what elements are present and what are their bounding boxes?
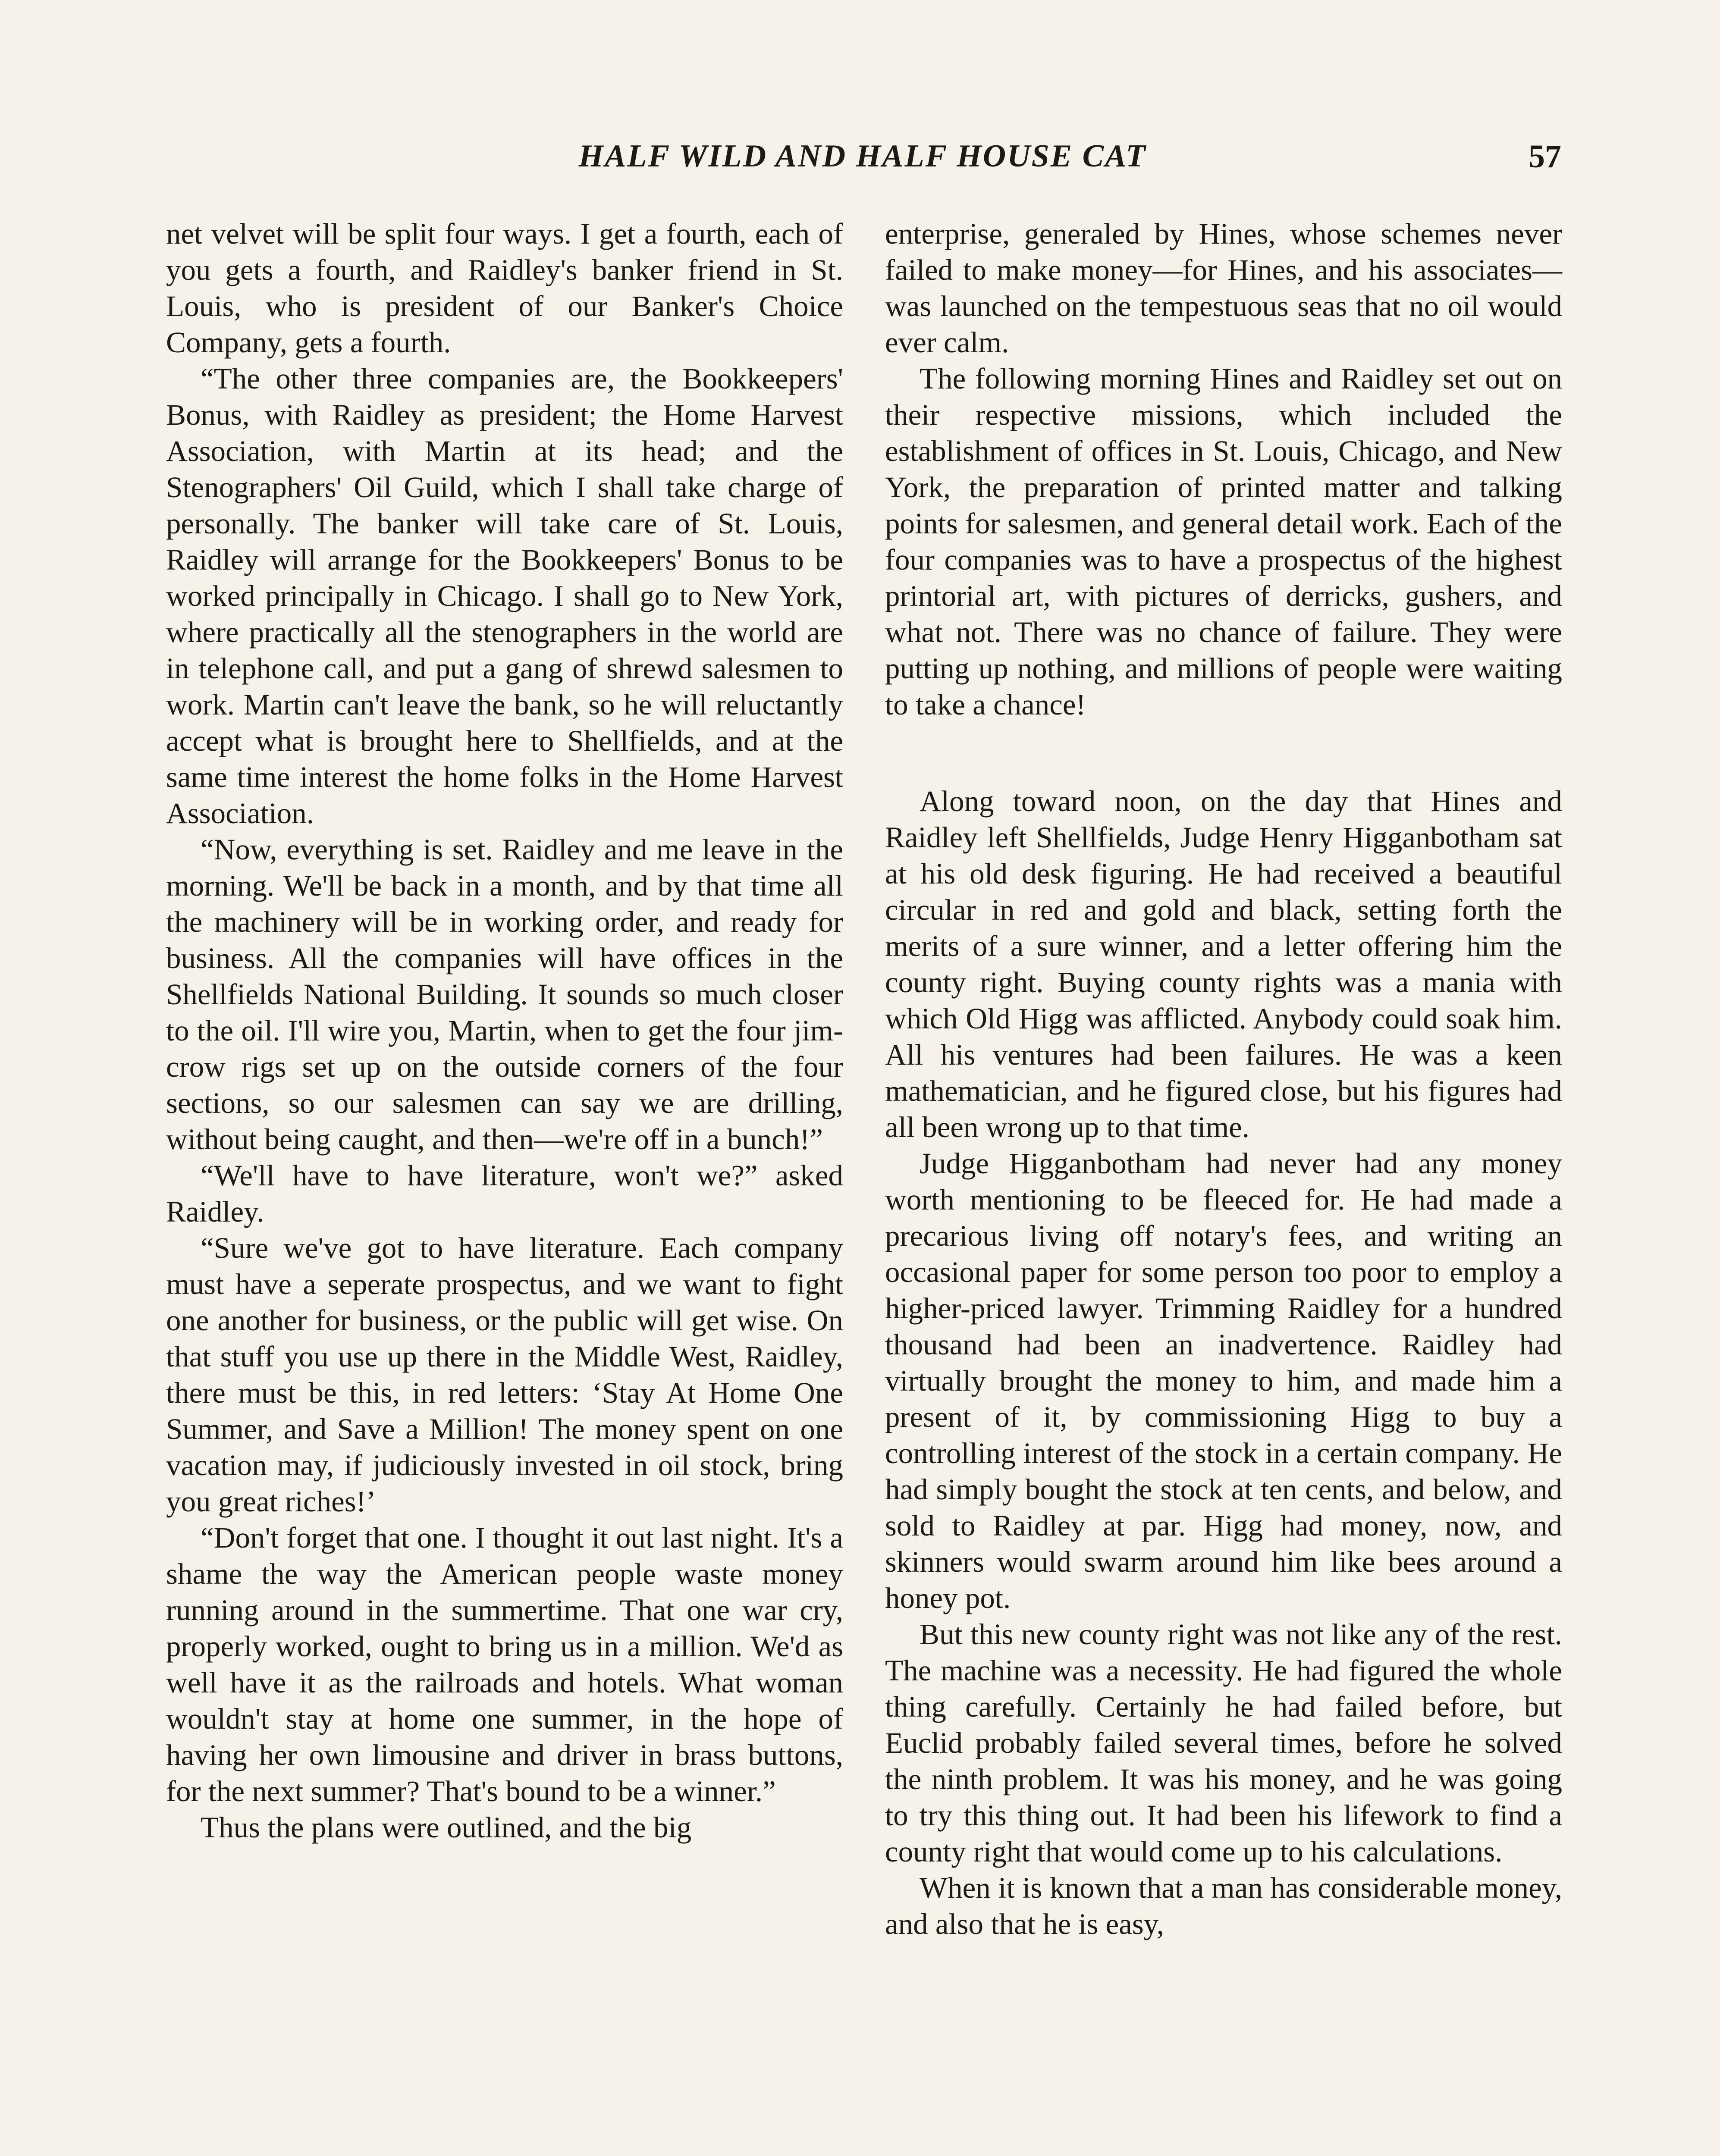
paragraph: enterprise, generaled by Hines, whose schemes never failed to make money—for Hines, and his associates—was launched on the tempestuous seas that no oil would ever calm. (885, 217, 1562, 359)
paragraph: Thus the plans were outlined, and the big (201, 1811, 692, 1844)
running-title: HALF WILD AND HALF HOUSE CAT (578, 138, 1147, 174)
page-number: 57 (1529, 138, 1561, 175)
paragraph: “Now, everything is set. Raidley and me leave in the morning. We'll be back in a month, and by that time all the machinery will be in working order, and ready for business. All the companies will have offices in the Shellfields National Building. It sounds so much closer to the oil. I'll wire you, Martin, when to get the four jim-crow rigs set up on the outside corners of the four sections, so our salesmen can say we are drilling, without being caught, and then—we're off in a bunch!” (166, 833, 843, 1156)
paragraph: When it is known that a man has considerable money, and also that he is easy, (885, 1871, 1562, 1940)
paragraph: Judge Higganbotham had never had any money worth mentioning to be fleeced for. He had made a precarious living off notary's fees, and writing an occasional paper for some person too poor to employ a higher-priced lawyer. Trimming Raidley for a hundred thousand had been an inadvertence. Raidley had virtually brought the money to him, and made him a present of it, by commissioning Higg to buy a controlling interest of the stock in a certain company. He had simply bought the stock at ten cents, and below, and sold to Raidley at par. Higg had money, now, and skinners would swarm around him like bees around a honey pot. (885, 1147, 1562, 1614)
paragraph: But this new county right was not like any of the rest. The machine was a necessity. He had figured the whole thing carefully. Certainly he had failed before, but Euclid probably failed several times, before he solved the ninth problem. It was his money, and he was going to try this thing out. It had been his lifework to find a county right that would come up to his calculations. (885, 1618, 1562, 1868)
paragraph: “Don't forget that one. I thought it out last night. It's a shame the way the American people waste money running around in the summertime. That one war cry, properly worked, ought to bring us in a million. We'd as well have it as the railroads and hotels. What woman wouldn't stay at home one summer, in the hope of having her own limousine and driver in brass buttons, for the next summer? That's bound to be a winner.” (166, 1521, 843, 1808)
paragraph: “The other three companies are, the Bookkeepers' Bonus, with Raidley as president; the Home Harvest Association, with Martin at its head; and the Stenographers' Oil Guild, which I shall take charge of personally. The banker will take care of St. Louis, Raidley will arrange for the Bookkeepers' Bonus to be worked principally in Chicago. I shall go to New York, where practically all the stenographers in the world are in telephone call, and put a gang of shrewd salesmen to work. Martin can't leave the bank, so he will reluctantly accept what is brought here to Shellfields, and at the same time interest the home folks in the Home Harvest Association. (166, 362, 843, 830)
left-column (166, 216, 843, 1846)
paragraph: net velvet will be split four ways. I get a fourth, each of you gets a fourth, and Raidley's banker friend in St. Louis, who is president of our Banker's Choice Company, gets a fourth. (166, 217, 843, 359)
paragraph: “We'll have to have literature, won't we?” asked Raidley. (166, 1159, 843, 1228)
right-column (885, 216, 1562, 1942)
paragraph: “Sure we've got to have literature. Each company must have a seperate prospectus, and we want to fight one another for business, or the public will get wise. On that stuff you use up there in the Middle West, Raidley, there must be this, in red letters: ‘Stay At Home One Summer, and Save a Million! The money spent on one vacation may, if judiciously invested in oil stock, bring you great riches!’ (166, 1232, 843, 1518)
paragraph: Along toward noon, on the day that Hines and Raidley left Shellfields, Judge Henry Higganbotham sat at his old desk figuring. He had received a beautiful circular in red and gold and black, setting forth the merits of a sure winner, and a letter offering him the county right. Buying county rights was a mania with which Old Higg was afflicted. Anybody could soak him. All his ventures had been failures. He was a keen mathematician, and he figured close, but his figures had all been wrong up to that time. (885, 785, 1562, 1144)
paragraph: The following morning Hines and Raidley set out on their respective missions, which included the establishment of offices in St. Louis, Chicago, and New York, the preparation of printed matter and talking points for salesmen, and general detail work. Each of the four companies was to have a prospectus of the highest printorial art, with pictures of derricks, gushers, and what not. There was no chance of failure. They were putting up nothing, and millions of people were waiting to take a chance! (885, 362, 1562, 721)
page-header (164, 138, 1561, 190)
